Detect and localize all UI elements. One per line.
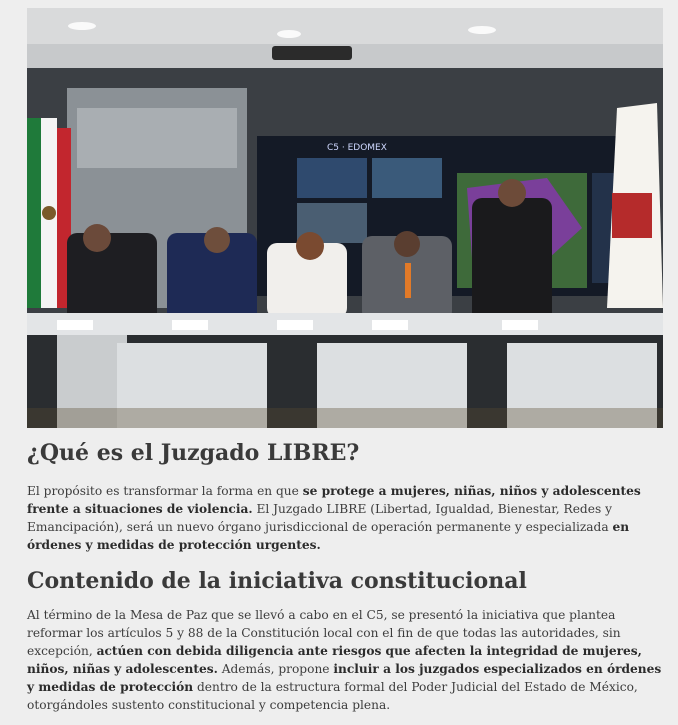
bold-run: incluir a los juzgados especializados en órdenes y medidas de protección xyxy=(27,662,662,694)
text-run: El Juzgado LIBRE (Libertad, Igualdad, Bienestar, Redes y Emancipación), será un nuevo órgano jurisdiccional de operación permanente y especializada xyxy=(27,502,613,534)
bold-run: en órdenes y medidas de protección urgentes. xyxy=(27,520,630,552)
text-run: Además, propone xyxy=(217,662,334,676)
bold-run: actúen con debida diligencia ante riesgos que afecten la integridad de mujeres, niños, niñas y adolescentes. xyxy=(27,644,642,676)
paragraph-juzgado-libre xyxy=(27,482,663,554)
article-body xyxy=(27,438,663,714)
paragraph-iniciativa xyxy=(27,606,663,714)
signing-ceremony-illustration xyxy=(27,8,663,428)
text-run: El propósito es transformar la forma en que xyxy=(27,484,303,498)
signing-ceremony-photo xyxy=(27,8,663,428)
svg-text:C5 · EDOMEX: C5 · EDOMEX xyxy=(327,143,387,153)
text-run: Al término de la Mesa de Paz que se llevó a cabo en el C5, se presentó la iniciativa que plantea reformar los artículos 5 y 88 de la Constitución local con el fin de que todas las autoridades, sin excepción, xyxy=(27,608,621,658)
section-heading-juzgado-libre: ¿Qué es el Juzgado LIBRE? xyxy=(27,440,360,466)
section-heading-iniciativa: Contenido de la iniciativa constitucional xyxy=(27,568,527,594)
bold-run: se protege a mujeres, niñas, niños y adolescentes frente a situaciones de violencia. xyxy=(27,484,641,516)
text-run: dentro de la estructura formal del Poder Judicial del Estado de México, otorgándoles sustento constitucional y competencia plena. xyxy=(27,680,638,712)
